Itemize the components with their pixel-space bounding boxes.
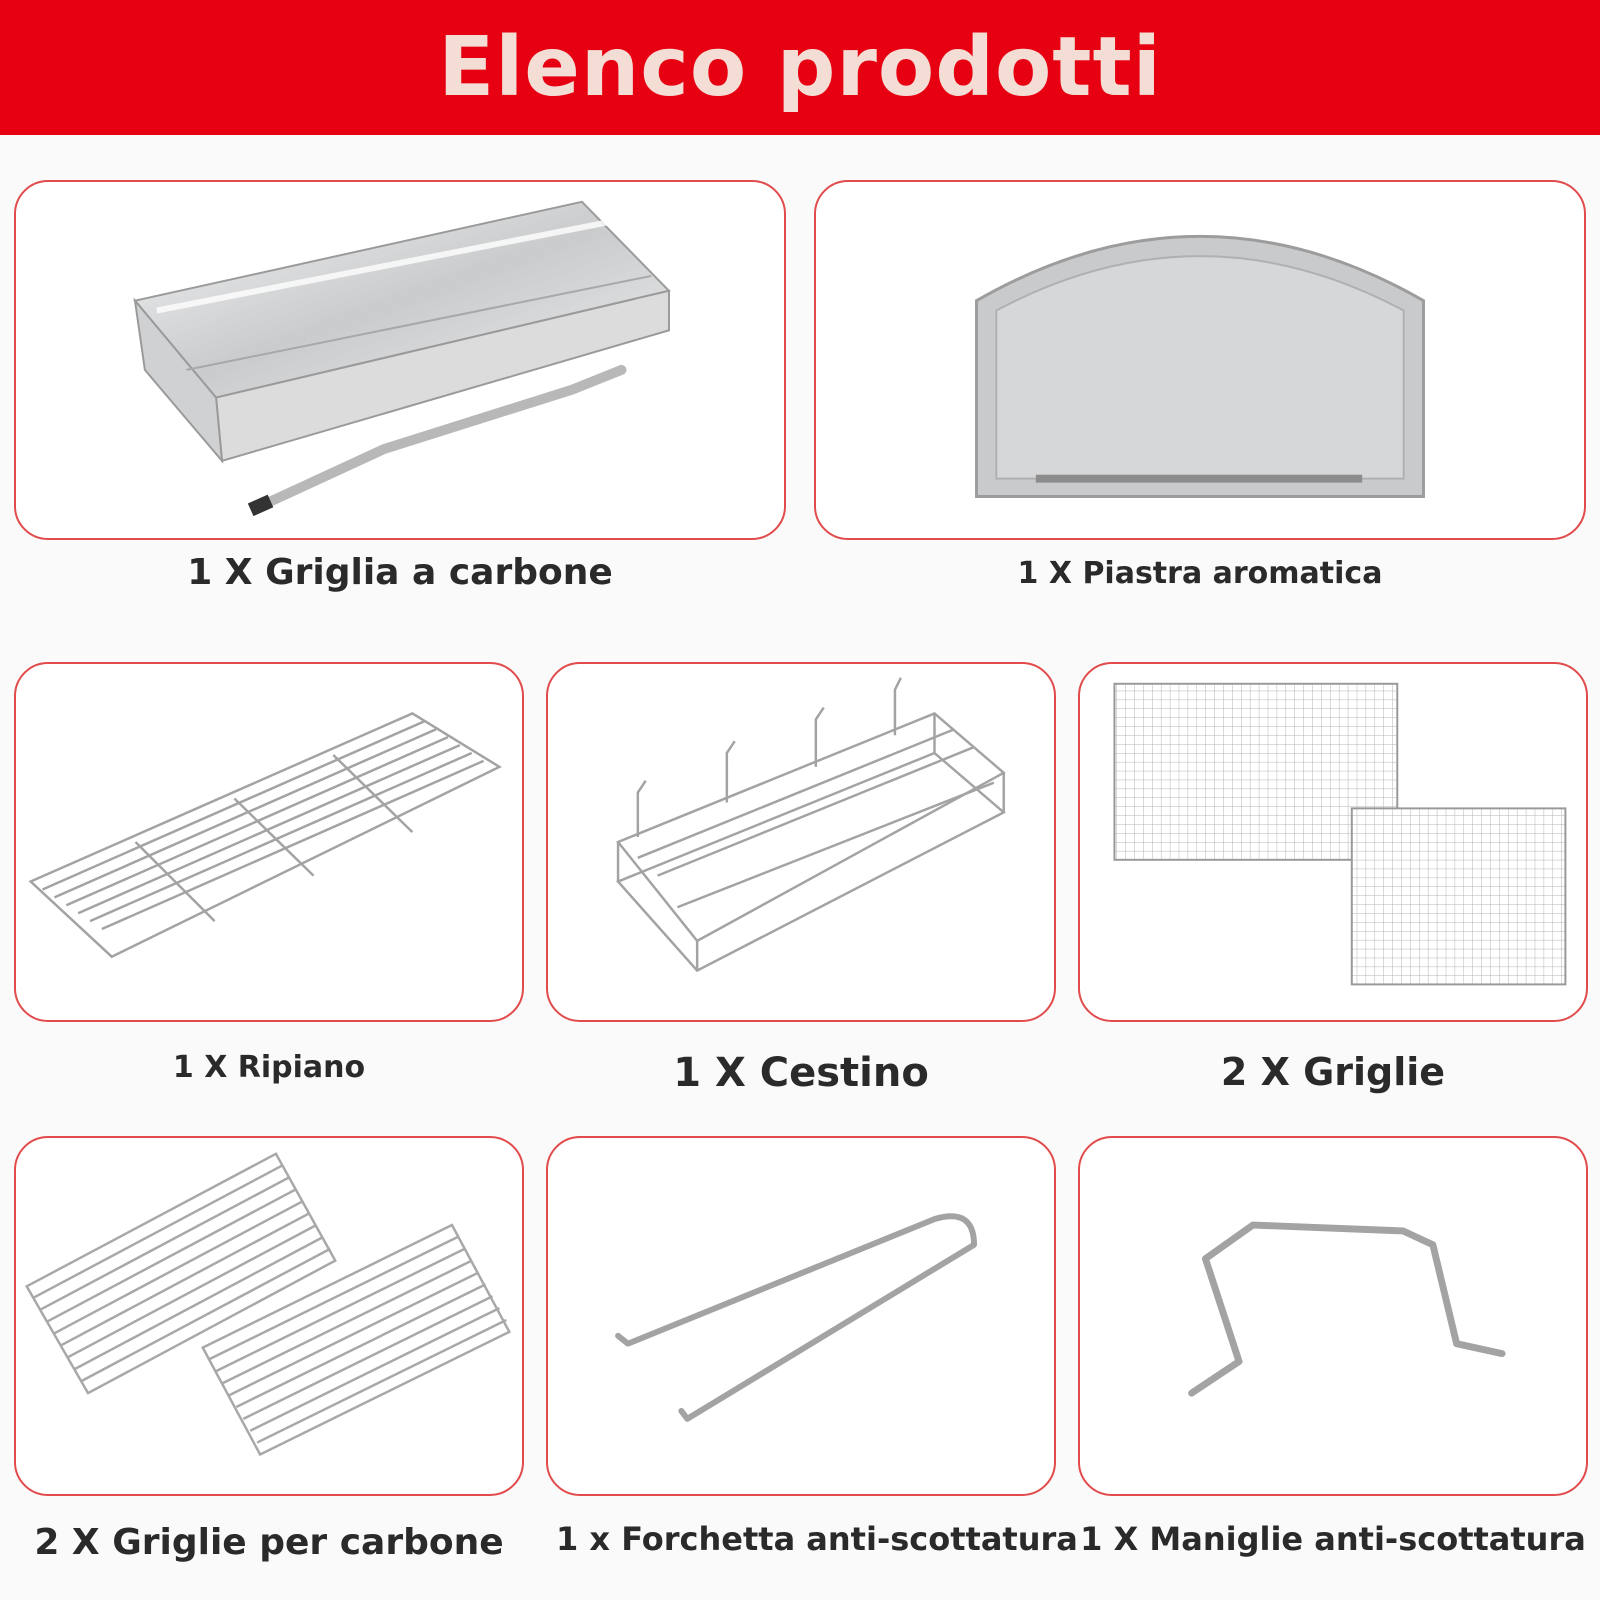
caption-fork: 1 x Forchetta anti-scottatura — [556, 1520, 1078, 1558]
charcoal-grates-icon — [16, 1138, 522, 1494]
charcoal-grill-tray-icon — [16, 182, 784, 538]
caption-charcoal-grates: 2 X Griglie per carbone — [34, 1522, 504, 1563]
product-card-basket — [546, 662, 1056, 1022]
aroma-plate-icon — [816, 182, 1584, 538]
product-card-aroma-plate — [814, 180, 1586, 540]
product-card-handle — [1078, 1136, 1588, 1496]
product-card-charcoal-grill — [14, 180, 786, 540]
caption-grills: 2 X Griglie — [1220, 1050, 1446, 1094]
product-card-fork — [546, 1136, 1056, 1496]
anti-burn-fork-icon — [548, 1138, 1054, 1494]
anti-burn-handle-icon — [1080, 1138, 1586, 1494]
caption-basket: 1 X Cestino — [673, 1050, 929, 1096]
caption-handle: 1 X Maniglie anti-scottatura — [1080, 1520, 1586, 1558]
product-card-shelf — [14, 662, 524, 1022]
wire-shelf-icon — [16, 664, 522, 1020]
caption-charcoal-grill: 1 X Griglia a carbone — [187, 552, 613, 593]
product-card-grills — [1078, 662, 1588, 1022]
caption-shelf: 1 X Ripiano — [172, 1050, 366, 1085]
product-card-charcoal-grates — [14, 1136, 524, 1496]
mesh-grills-icon — [1080, 664, 1586, 1020]
header-banner — [0, 0, 1600, 135]
caption-aroma-plate: 1 X Piastra aromatica — [1017, 556, 1383, 591]
wire-basket-icon — [548, 664, 1054, 1020]
page-title: Elenco prodotti — [438, 20, 1162, 115]
